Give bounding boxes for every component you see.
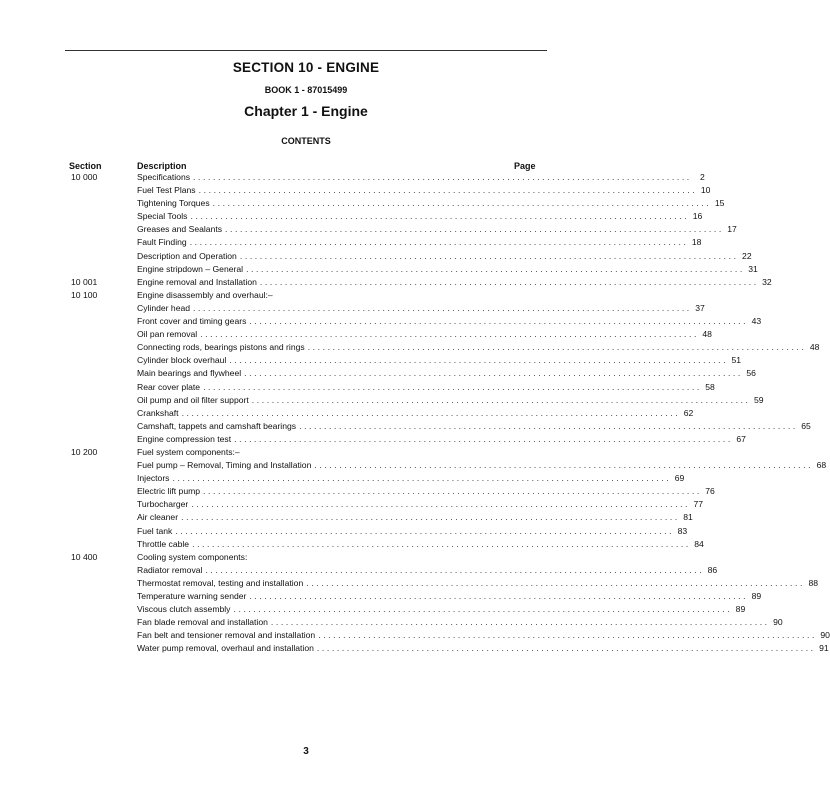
toc-row bbox=[0, 485, 715, 498]
contents-heading: CONTENTS bbox=[281, 136, 331, 146]
toc-description: Description and Operation bbox=[137, 250, 240, 263]
toc-description: Fan belt and tensioner removal and installation bbox=[137, 629, 318, 642]
toc-row bbox=[0, 210, 703, 223]
toc-row bbox=[0, 459, 827, 472]
toc-description: Engine disassembly and overhaul:– bbox=[137, 289, 276, 302]
dot-leader: .................................................................................................... bbox=[192, 538, 691, 549]
dot-leader: .................................................................................................... bbox=[193, 302, 692, 313]
toc-page-number: 62 bbox=[683, 407, 694, 418]
dot-leader: .................................................................................................... bbox=[225, 224, 724, 235]
toc-page-number: 90 bbox=[820, 630, 830, 641]
toc-row bbox=[0, 236, 702, 249]
toc-row bbox=[0, 472, 685, 485]
toc-description: Cylinder head bbox=[137, 302, 193, 315]
toc-entry bbox=[137, 250, 752, 263]
chapter-title: Chapter 1 - Engine bbox=[244, 103, 368, 119]
toc-entry bbox=[137, 551, 540, 564]
dot-leader: .................................................................................................... bbox=[239, 250, 739, 261]
toc-description: Crankshaft bbox=[137, 407, 182, 420]
toc-description: Viscous clutch assembly bbox=[137, 603, 233, 616]
toc-entry bbox=[137, 184, 711, 197]
toc-row bbox=[0, 525, 688, 538]
toc-row bbox=[0, 551, 612, 564]
toc-row bbox=[0, 171, 705, 184]
toc-entry bbox=[137, 354, 742, 367]
dot-leader: .................................................................................................... bbox=[200, 329, 699, 340]
toc-page-number: 89 bbox=[751, 591, 762, 601]
toc-row bbox=[0, 577, 818, 590]
toc-entry bbox=[137, 525, 688, 538]
toc-description: Oil pump and oil filter support bbox=[137, 394, 252, 407]
toc-row bbox=[0, 381, 715, 394]
toc-description: Injectors bbox=[137, 472, 172, 485]
toc-section-code: 10 001 bbox=[71, 276, 98, 287]
toc-row bbox=[0, 498, 704, 511]
toc-page-number: 83 bbox=[677, 525, 688, 536]
toc-page-number: 18 bbox=[691, 237, 702, 248]
toc-entry bbox=[137, 302, 705, 315]
dot-leader: .................................................................................................... bbox=[251, 394, 751, 405]
toc-row bbox=[0, 590, 762, 603]
dot-leader: .................................................................................................... bbox=[234, 433, 733, 444]
toc-row bbox=[0, 302, 705, 315]
toc-page-number: 76 bbox=[705, 486, 715, 497]
dot-leader: .................................................................................................... bbox=[233, 604, 733, 615]
toc-page-number: 51 bbox=[731, 355, 742, 366]
toc-page-number: 89 bbox=[735, 604, 746, 615]
dot-leader: .................................................................................................... bbox=[229, 355, 729, 366]
toc-page-number: 2 bbox=[700, 172, 705, 182]
toc-description: Oil pan removal bbox=[137, 328, 200, 341]
toc-page-number: 22 bbox=[742, 250, 752, 261]
column-header-section: Section bbox=[69, 161, 102, 171]
toc-description: Throttle cable bbox=[137, 538, 192, 551]
toc-row bbox=[0, 629, 830, 642]
toc-entry bbox=[137, 472, 685, 485]
toc-description: Fuel Test Plans bbox=[137, 184, 199, 197]
toc-section-code: 10 100 bbox=[71, 289, 98, 300]
dot-leader: .................................................................................................... bbox=[314, 460, 814, 471]
toc-page-number: 10 bbox=[700, 185, 711, 196]
toc-page-number: 86 bbox=[707, 564, 718, 575]
dot-leader: .................................................................................................... bbox=[189, 237, 689, 248]
toc-entry bbox=[137, 577, 818, 590]
toc-row bbox=[0, 263, 758, 276]
toc-entry bbox=[137, 367, 756, 380]
toc-row bbox=[0, 276, 772, 289]
dot-leader: .................................................................................................... bbox=[198, 185, 698, 196]
toc-page-number: 48 bbox=[809, 342, 820, 353]
toc-description: Greases and Sealants bbox=[137, 223, 225, 236]
toc-entry bbox=[137, 394, 764, 407]
toc-page-number: 58 bbox=[705, 381, 715, 392]
toc-entry bbox=[137, 171, 705, 184]
toc-section-code: 10 000 bbox=[71, 172, 98, 182]
dot-leader: .................................................................................................... bbox=[270, 617, 770, 628]
toc-page-number: 69 bbox=[674, 473, 685, 484]
toc-description: Rear cover plate bbox=[137, 381, 203, 394]
toc-row bbox=[0, 511, 693, 524]
toc-entry bbox=[137, 197, 725, 210]
toc-entry bbox=[137, 210, 703, 223]
toc-row bbox=[0, 538, 704, 551]
dot-leader: .................................................................................................... bbox=[307, 342, 807, 353]
toc-page-number: 43 bbox=[751, 316, 762, 327]
toc-entry bbox=[137, 446, 540, 459]
toc-page-number: 77 bbox=[693, 499, 704, 510]
dot-leader: .................................................................................................... bbox=[318, 630, 817, 641]
toc-description: Specifications bbox=[137, 171, 193, 184]
toc-description: Cylinder block overhaul bbox=[137, 354, 229, 367]
dot-leader: .................................................................................................... bbox=[249, 316, 749, 327]
toc-description: Front cover and timing gears bbox=[137, 315, 249, 328]
section-title: SECTION 10 - ENGINE bbox=[232, 60, 380, 75]
toc-entry bbox=[137, 315, 762, 328]
toc-entry bbox=[137, 276, 772, 289]
toc-row bbox=[0, 642, 829, 655]
page-number: 3 bbox=[303, 746, 309, 757]
toc-description: Radiator removal bbox=[137, 564, 205, 577]
toc-page-number: 15 bbox=[714, 198, 725, 209]
toc-description: Electric lift pump bbox=[137, 485, 203, 498]
toc-page-number: 32 bbox=[762, 276, 772, 287]
toc-description: Connecting rods, bearings pistons and rings bbox=[137, 341, 308, 354]
toc-description: Tightening Torques bbox=[137, 197, 213, 210]
toc-description: Fault Finding bbox=[137, 236, 190, 249]
toc-description: Engine stripdown – General bbox=[137, 263, 246, 276]
toc-page-number: 88 bbox=[808, 577, 818, 588]
toc-row bbox=[0, 250, 752, 263]
toc-row bbox=[0, 354, 742, 367]
toc-entry bbox=[137, 263, 758, 276]
toc-row bbox=[0, 223, 737, 236]
toc-entry bbox=[137, 616, 783, 629]
toc-section-code: 10 400 bbox=[71, 551, 98, 562]
toc-page-number: 37 bbox=[695, 302, 705, 313]
toc-description: Main bearings and flywheel bbox=[137, 367, 244, 380]
top-rule bbox=[65, 50, 547, 51]
dot-leader: .................................................................................................... bbox=[181, 407, 681, 418]
toc-row bbox=[0, 315, 762, 328]
dot-leader: .................................................................................................... bbox=[193, 172, 692, 182]
toc-row bbox=[0, 420, 811, 433]
toc-description: Air cleaner bbox=[137, 511, 181, 524]
toc-entry bbox=[137, 642, 829, 655]
dot-leader: .................................................................................................... bbox=[175, 525, 675, 536]
dot-leader: .................................................................................................... bbox=[181, 512, 680, 523]
column-header-description: Description bbox=[137, 161, 187, 171]
dot-leader: .................................................................................................... bbox=[246, 263, 745, 274]
dot-leader: .................................................................................................... bbox=[316, 643, 816, 654]
toc-row bbox=[0, 394, 764, 407]
dot-leader: .................................................................................................... bbox=[191, 499, 691, 510]
toc-row bbox=[0, 433, 746, 446]
toc-entry bbox=[137, 236, 702, 249]
toc-entry bbox=[137, 433, 746, 446]
toc-row bbox=[0, 197, 725, 210]
toc-page-number: 90 bbox=[773, 617, 783, 628]
toc-page-number: 67 bbox=[736, 433, 746, 444]
toc-page-number: 91 bbox=[819, 643, 829, 654]
toc-row bbox=[0, 407, 694, 420]
toc-description: Thermostat removal, testing and installation bbox=[137, 577, 306, 590]
toc-description: Cooling system components: bbox=[137, 551, 250, 564]
toc-entry bbox=[137, 538, 704, 551]
dot-leader: .................................................................................................... bbox=[299, 420, 798, 431]
toc-page-number: 56 bbox=[746, 368, 756, 379]
toc-entry bbox=[137, 341, 820, 354]
dot-leader: .................................................................................................... bbox=[244, 368, 743, 379]
toc-description: Water pump removal, overhaul and installation bbox=[137, 642, 317, 655]
toc-description: Fuel tank bbox=[137, 525, 175, 538]
column-header-page: Page bbox=[514, 161, 536, 171]
toc-row bbox=[0, 603, 746, 616]
toc-row bbox=[0, 341, 820, 354]
dot-leader: .................................................................................................... bbox=[203, 381, 702, 392]
dot-leader: .................................................................................................... bbox=[249, 591, 749, 601]
toc-entry bbox=[137, 223, 737, 236]
toc-row bbox=[0, 367, 756, 380]
toc-entry bbox=[137, 564, 718, 577]
table-of-contents bbox=[0, 171, 830, 655]
toc-entry bbox=[137, 459, 827, 472]
toc-row bbox=[0, 328, 712, 341]
toc-description: Turbocharger bbox=[137, 498, 191, 511]
toc-entry bbox=[137, 603, 746, 616]
dot-leader: .................................................................................................... bbox=[172, 473, 672, 484]
toc-page-number: 17 bbox=[727, 224, 737, 235]
dot-leader: .................................................................................................... bbox=[190, 211, 690, 222]
toc-row bbox=[0, 616, 783, 629]
toc-description: Fuel system components:– bbox=[137, 446, 243, 459]
toc-page-number: 84 bbox=[694, 538, 704, 549]
toc-entry bbox=[137, 590, 762, 603]
toc-entry bbox=[137, 511, 693, 524]
toc-row bbox=[0, 564, 718, 577]
dot-leader: .................................................................................................... bbox=[259, 276, 759, 287]
toc-page-number: 65 bbox=[801, 420, 811, 431]
toc-description: Camshaft, tappets and camshaft bearings bbox=[137, 420, 299, 433]
toc-entry bbox=[137, 485, 715, 498]
toc-description: Engine removal and Installation bbox=[137, 276, 260, 289]
dot-leader: .................................................................................................... bbox=[212, 198, 712, 209]
dot-leader: .................................................................................................... bbox=[203, 486, 702, 497]
toc-row bbox=[0, 184, 711, 197]
toc-entry bbox=[137, 289, 540, 302]
toc-page-number: 59 bbox=[753, 394, 764, 405]
toc-entry bbox=[137, 420, 811, 433]
toc-page-number: 31 bbox=[748, 263, 758, 274]
toc-description: Special Tools bbox=[137, 210, 190, 223]
book-number: BOOK 1 - 87015499 bbox=[264, 85, 348, 95]
toc-page-number: 81 bbox=[683, 512, 693, 523]
toc-page-number: 68 bbox=[816, 460, 827, 471]
toc-page-number: 16 bbox=[692, 211, 703, 222]
toc-entry bbox=[137, 381, 715, 394]
toc-entry bbox=[137, 498, 704, 511]
dot-leader: .................................................................................................... bbox=[205, 564, 705, 575]
toc-entry bbox=[137, 328, 712, 341]
toc-description: Engine compression test bbox=[137, 433, 234, 446]
toc-row bbox=[0, 446, 612, 459]
toc-entry bbox=[137, 407, 694, 420]
toc-section-code: 10 200 bbox=[71, 446, 98, 457]
toc-description: Fan blade removal and installation bbox=[137, 616, 271, 629]
toc-description: Fuel pump – Removal, Timing and Installation bbox=[137, 459, 314, 472]
toc-row bbox=[0, 289, 612, 302]
toc-description: Temperature warning sender bbox=[137, 590, 249, 603]
toc-entry bbox=[137, 629, 830, 642]
toc-page-number: 48 bbox=[702, 329, 712, 340]
dot-leader: .................................................................................................... bbox=[306, 577, 805, 588]
